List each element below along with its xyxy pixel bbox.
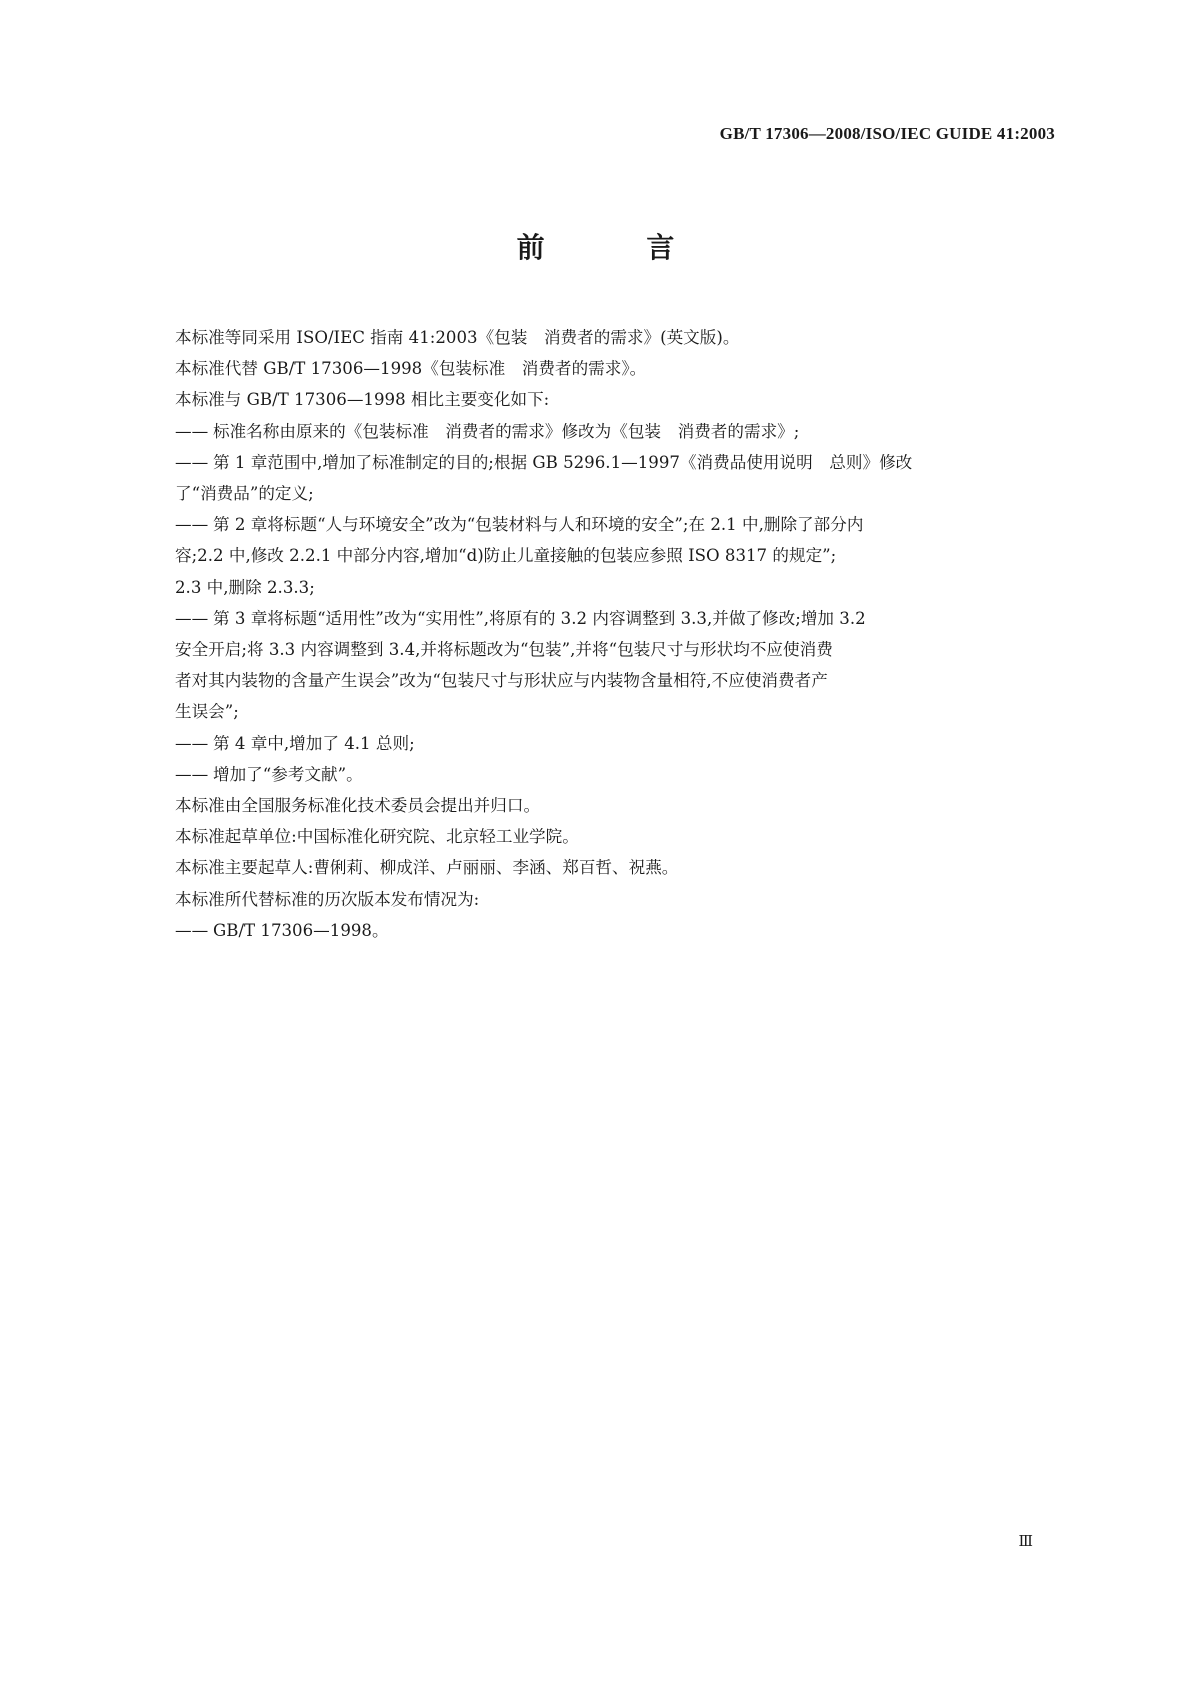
paragraph-changes-intro: 本标准与 GB/T 17306—1998 相比主要变化如下: — [175, 390, 550, 410]
change-item-line: 安全开启;将 3.3 内容调整到 3.4,并将标题改为“包装”,并将“包装尺寸与形状均不应使消费 — [175, 640, 833, 660]
standard-code-header: GB/T 17306—2008/ISO/IEC GUIDE 41:2003 — [719, 124, 1055, 143]
paragraph-drafters: 本标准主要起草人:曹俐莉、柳成洋、卢丽丽、李涵、郑百哲、祝燕。 — [175, 858, 679, 878]
change-item-line: 生误会”; — [175, 702, 239, 722]
change-item-line — [175, 759, 1055, 790]
dash-marker: —— — [175, 920, 209, 940]
paragraph-drafting-units: 本标准起草单位:中国标准化研究院、北京轻工业学院。 — [175, 827, 579, 847]
change-item-text: 第 2 章将标题“人与环境安全”改为“包装材料与人和环境的安全”;在 2.1 中,删除了部分内 — [213, 515, 864, 535]
dash-marker: —— — [175, 515, 209, 535]
change-item-line: 2.3 中,删除 2.3.3; — [175, 577, 315, 597]
page-title: 前 言 — [516, 231, 721, 264]
change-item-chapter-2 — [175, 509, 1055, 603]
change-item-line — [175, 447, 1055, 478]
change-item-line — [175, 728, 1055, 759]
change-item-line: 了“消费品”的定义; — [175, 484, 314, 504]
change-item-text: 增加了“参考文献”。 — [213, 764, 363, 784]
change-item-line — [175, 603, 1055, 634]
change-item-text: 第 4 章中,增加了 4.1 总则; — [213, 733, 415, 753]
change-item-text: 第 1 章范围中,增加了标准制定的目的;根据 GB 5296.1—1997《消费品使用说明 总则》修改 — [213, 452, 913, 472]
change-item-text: 第 3 章将标题“适用性”改为“实用性”,将原有的 3.2 内容调整到 3.3,并做了修改;增加 3.2 — [213, 608, 866, 628]
dash-marker: —— — [175, 608, 209, 628]
paragraph-adoption: 本标准等同采用 ISO/IEC 指南 41:2003《包装 消费者的需求》(英文版)。 — [175, 328, 740, 347]
change-item-title — [175, 416, 1055, 447]
page-number: Ⅲ — [1018, 1534, 1033, 1550]
paragraph-history-intro: 本标准所代替标准的历次版本发布情况为: — [175, 889, 480, 909]
history-item-text: GB/T 17306—1998。 — [213, 920, 389, 940]
history-item-line — [175, 915, 1055, 946]
change-item-chapter-3 — [175, 603, 1055, 728]
dash-marker: —— — [175, 421, 209, 441]
change-item-chapter-1 — [175, 447, 1055, 509]
dash-marker: —— — [175, 452, 209, 472]
change-item-line: 者对其内装物的含量产生误会”改为“包装尺寸与形状应与内装物含量相符,不应使消费者产 — [175, 671, 828, 691]
change-item-line: 容;2.2 中,修改 2.2.1 中部分内容,增加“d)防止儿童接触的包装应参照 ISO 8317 的规定”; — [175, 546, 837, 566]
dash-marker: —— — [175, 733, 209, 753]
change-item-bibliography — [175, 759, 1055, 790]
change-item-line — [175, 509, 1055, 540]
dash-marker: —— — [175, 764, 209, 784]
change-item-text: 标准名称由原来的《包装标准 消费者的需求》修改为《包装 消费者的需求》; — [213, 421, 800, 441]
foreword-body — [175, 322, 1055, 946]
paragraph-replaces: 本标准代替 GB/T 17306—1998《包装标准 消费者的需求》。 — [175, 359, 647, 379]
change-item-line — [175, 416, 1055, 447]
history-item — [175, 915, 1055, 946]
change-item-chapter-4 — [175, 728, 1055, 759]
paragraph-proposer: 本标准由全国服务标准化技术委员会提出并归口。 — [175, 796, 541, 816]
